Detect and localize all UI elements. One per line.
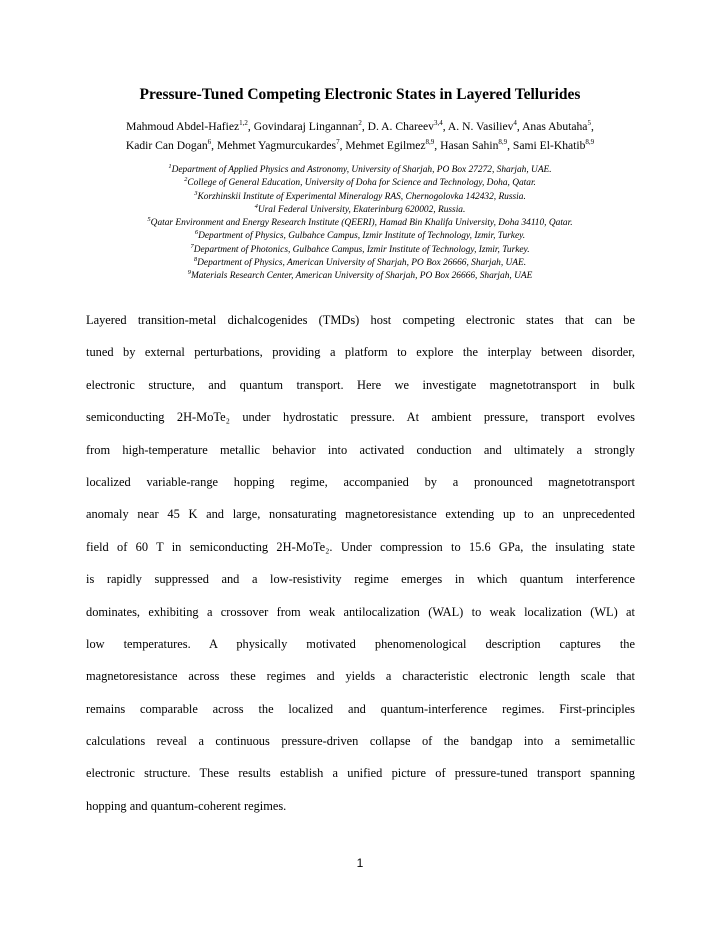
abstract-line: is rapidly suppressed and a low-resistivity regime emerges in which quantum interference: [86, 572, 635, 587]
author-separator: ,: [211, 139, 217, 152]
author-separator: ,: [247, 120, 254, 133]
affiliation-number: 5: [147, 216, 151, 224]
affiliation-text: Ural Federal University, Ekaterinburg 620002, Russia.: [257, 204, 466, 215]
author-name: A. N. Vasiliev: [447, 120, 514, 133]
abstract-line: Layered transition-metal dichalcogenides (TMDs) host competing electronic states that can be: [86, 313, 635, 327]
abstract-line: from high-temperature metallic behavior into activated conduction and ultimately a strongly: [86, 442, 635, 457]
author-separator: ,: [361, 120, 368, 133]
affiliation-number: 3: [194, 189, 198, 197]
abstract: [86, 304, 635, 822]
affiliation-item: [60, 257, 660, 270]
author-affiliation-marker: 5: [587, 119, 591, 127]
author-separator: ,: [434, 139, 441, 152]
author-affiliation-marker: 8,9: [425, 138, 435, 146]
page-number: 1: [356, 856, 364, 870]
author-line-2: [60, 136, 660, 155]
author-name: Mehmet Yagmurcukardes: [216, 139, 337, 152]
affiliation-text: Korzhinskii Institute of Experimental Mineralogy RAS, Chernogolovka 142432, Russia.: [197, 191, 526, 202]
author-line-1: [60, 117, 660, 136]
author-affiliation-marker: 4: [513, 119, 517, 127]
affiliation-text: Department of Physics, American University of Sharjah, PO Box 26666, Sharjah, UAE.: [197, 258, 527, 269]
author-name: Sami El-Khatib: [512, 139, 586, 152]
author-name: Mehmet Egilmez: [345, 139, 426, 152]
abstract-line: localized variable-range hopping regime, accompanied by a pronounced magnetotransport: [86, 474, 635, 489]
abstract-line: electronic structure. These results establish a unified picture of pressure-tuned transport spanning: [86, 766, 635, 781]
abstract-line: electronic structure, and quantum transport. Here we investigate magnetotransport in bulk: [86, 377, 635, 392]
author-separator: ,: [442, 120, 448, 133]
author-separator: ,: [590, 120, 594, 133]
affiliation-text: College of General Education, University of Doha for Science and Technology, Doha, Qatar.: [187, 178, 536, 189]
affiliation-item: [60, 204, 660, 217]
abstract-line: tuned by external perturbations, providing a platform to explore the interplay between disorder,: [86, 345, 635, 360]
affiliation-item: [60, 164, 660, 177]
abstract-line: magnetoresistance across these regimes and yields a characteristic electronic length scale that: [86, 669, 635, 684]
author-name: Govindaraj Lingannan: [253, 120, 359, 133]
abstract-line: calculations reveal a continuous pressure-driven collapse of the bandgap into a semimetallic: [86, 734, 635, 749]
abstract-line: anomaly near 45 K and large, nonsaturating magnetoresistance extending up to an unprecedented: [86, 507, 635, 522]
author-name: Anas Abutaha: [522, 120, 588, 133]
affiliation-text: Qatar Environment and Energy Research Institute (QEERI), Hamad Bin Khalifa University, Doha 34110, Qatar.: [150, 218, 573, 229]
abstract-line: remains comparable across the localized and quantum-interference regimes. First-principles: [86, 701, 635, 716]
author-affiliation-marker: 6: [207, 138, 212, 146]
affiliation-item: [60, 177, 660, 190]
affiliation-item: [60, 230, 660, 243]
author-separator: ,: [516, 120, 523, 133]
author-affiliation-marker: 3,4: [433, 119, 443, 127]
abstract-line: semiconducting 2H-MoTe₂ under hydrostatic pressure. At ambient pressure, transport evolves: [86, 410, 635, 425]
author-name: Hasan Sahin: [440, 139, 499, 152]
abstract-line: dominates, exhibiting a crossover from weak antilocalization (WAL) to weak localization (WL) at: [86, 604, 635, 619]
author-affiliation-marker: 2: [358, 119, 362, 127]
affiliation-item: [60, 244, 660, 257]
author-affiliation-marker: 8,9: [498, 138, 508, 146]
author-name: D. A. Chareev: [367, 120, 434, 133]
abstract-line: low temperatures. A physically motivated phenomenological description captures the: [86, 636, 635, 651]
author-name: Mahmoud Abdel-Hafiez: [126, 120, 240, 133]
affiliation-number: 6: [194, 229, 199, 237]
affiliation-number: 1: [168, 163, 172, 170]
affiliation-item: [60, 270, 660, 283]
affiliation-text: Materials Research Center, American University of Sharjah, PO Box 26666, Sharjah, UAE: [190, 271, 533, 282]
affiliation-text: Department of Physics, Gulbahce Campus, Izmir Institute of Technology, Izmir, Turkey.: [198, 231, 526, 242]
author-separator: ,: [339, 139, 346, 152]
affiliation-item: [60, 191, 660, 204]
affiliation-number: 9: [187, 269, 191, 277]
affiliation-number: 8: [193, 256, 198, 264]
affiliation-list: [60, 164, 660, 284]
abstract-line: hopping and quantum-coherent regimes.: [86, 798, 287, 813]
author-separator: ,: [507, 139, 513, 152]
author-list: [60, 117, 660, 155]
affiliation-text: Department of Applied Physics and Astronomy, University of Sharjah, PO Box 27272, Sharjah, UAE.: [171, 165, 552, 175]
affiliation-number: 4: [254, 202, 258, 210]
affiliation-number: 2: [184, 176, 188, 184]
affiliation-number: 7: [190, 242, 194, 250]
author-affiliation-marker: 7: [336, 138, 340, 146]
author-affiliation-marker: 8,9: [585, 138, 595, 146]
paper-title: Pressure-Tuned Competing Electronic States in Layered Tellurides: [139, 86, 581, 103]
affiliation-text: Department of Photonics, Gulbahce Campus, Izmir Institute of Technology, Izmir, Turkey.: [193, 244, 530, 255]
author-affiliation-marker: 1,2: [239, 119, 248, 127]
affiliation-item: [60, 217, 660, 230]
author-name: Kadir Can Dogan: [125, 139, 208, 152]
abstract-line: field of 60 T in semiconducting 2H-MoTe₂. Under compression to 15.6 GPa, the insulating state: [86, 539, 635, 554]
